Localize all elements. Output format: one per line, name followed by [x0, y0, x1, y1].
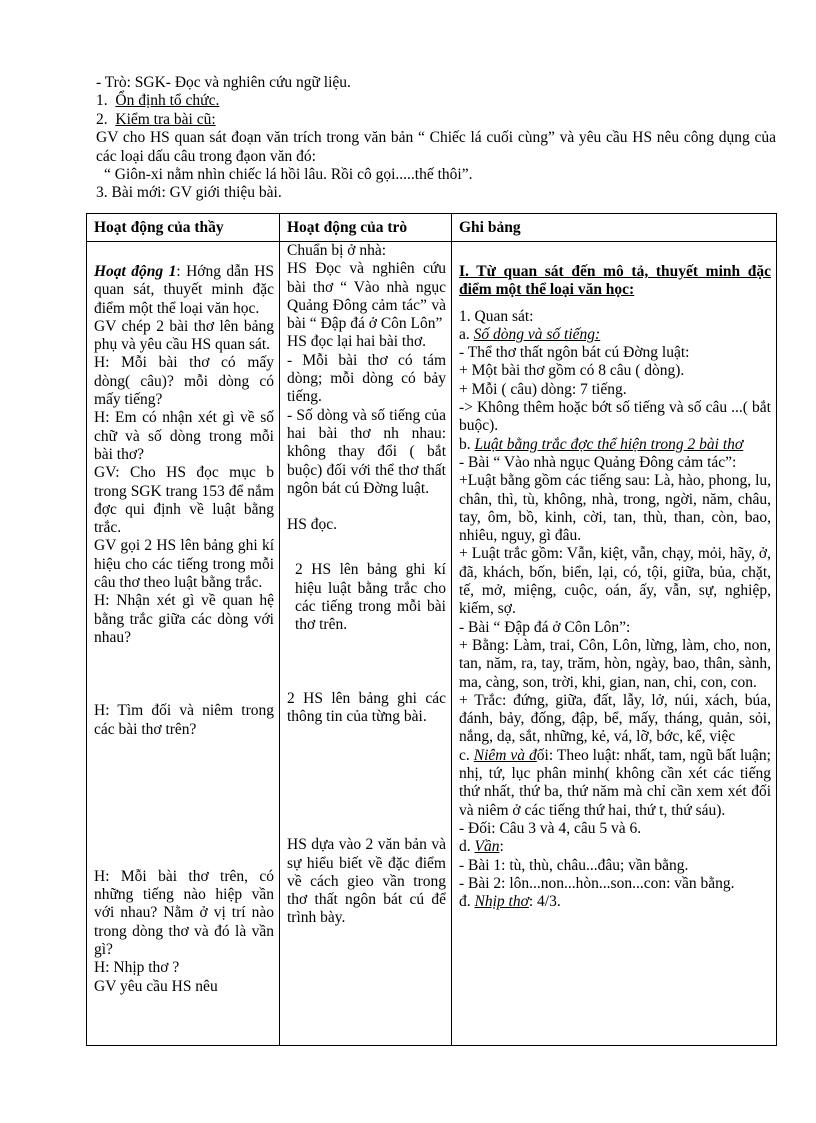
- board-column: [452, 242, 777, 1046]
- intro-heading: Kiểm tra bài cũ:: [115, 110, 216, 128]
- intro-line: [96, 111, 776, 129]
- intro-quote: “ Giôn-xi nằm nhìn chiếc lá hồi lâu. Rồi cô gọi.....thế thôi”.: [104, 166, 473, 184]
- board-line: b. Luật bằng trắc đợc thể hiện trong 2 bài thơ: [459, 435, 744, 453]
- board-line: + Luật trắc gồm: Vẫn, kiệt, vẫn, chạy, mỏi, hãy, ở, đã, khách, bốn, biển, lại, có, tội, giữa, bủa, chặt, tế, mở, miệng, cuộc, oán, ấy, vẫn, sự, nghiệp, kiếm, sợ.: [459, 545, 771, 618]
- teacher-question: H: Mỗi bài thơ trên, có những tiếng nào hiệp vần với nhau? Nằm ở vị trí nào trong dòng thơ và đó là vần gì?: [94, 867, 274, 959]
- intro-line: 3. Bài mới: GV giới thiệu bài.: [96, 184, 282, 202]
- board-line: + Bằng: Làm, trai, Côn, Lôn, lừng, làm, cho, non, tan, năm, ra, tay, trăm, hòn, ngày, bao, thân, sành, ma, càng, son, trời, khi, gian, nan, chi, con, con.: [459, 636, 771, 691]
- board-line: - Bài 1: tù, thù, châu...đâu; vần bằng.: [459, 856, 689, 874]
- teacher-activity-1: Hoạt động 1: Hớng dẫn HS quan sát, thuyết minh đặc điểm một thể loại văn học.: [94, 263, 275, 317]
- board-line: +Luật bằng gồm các tiếng sau: Là, hào, phong, lu, chân, thì, tù, không, nhà, trong, ngời, năm, châu, tay, ôm, bồ, kinh, cời, tan, thù, than, còn, bao, nhiêu, nguy, gì đâu.: [459, 472, 771, 545]
- student-item: HS đọc lại hai bài thơ.: [287, 333, 427, 351]
- board-line: d. Vần:: [459, 838, 504, 856]
- student-item: HS Đọc và nghiên cứu bài thơ “ Vào nhà ngục Quảng Đông cảm tác” và bài “ Đập đá ở Côn Lôn”: [287, 260, 446, 333]
- header-teacher: Hoạt động của thầy: [87, 214, 280, 242]
- board-line: 1. Quan sát:: [459, 307, 534, 325]
- board-subheading: Nhịp thơ: [474, 893, 529, 911]
- board-line: đ. Nhịp thơ: 4/3.: [459, 893, 561, 911]
- board-line: c. Niêm và đối: Theo luật: nhất, tam, ngũ bất luận; nhị, tứ, lục phân minh( không cần xét các tiếng thứ nhất, thứ ba, thứ năm mà chỉ cần xem xét đối và niêm ở các tiếng thứ hai, thứ t, thứ sáu).: [459, 746, 771, 819]
- intro-section: [96, 74, 776, 203]
- teacher-step: GV: Cho HS đọc mục b trong SGK trang 153 để nắm đợc qui định về luật bằng trắc.: [94, 464, 274, 537]
- student-item: Chuẩn bị ở nhà:: [287, 242, 387, 259]
- intro-paragraph: GV cho HS quan sát đoạn văn trích trong văn bản “ Chiếc lá cuối cùng” và yêu cầu HS nêu công dụng của các loại dấu câu trong đạon văn đó:: [96, 129, 776, 165]
- teacher-step: GV yêu cầu HS nêu: [94, 977, 218, 995]
- student-item: - Số dòng và số tiếng của hai bài thơ nh nhau: không thay đổi ( bắt buộc) đối với thể thơ thất ngôn bát cú Đờng luật.: [287, 406, 446, 497]
- activity-title: Hoạt động 1: [94, 263, 177, 280]
- list-number: 1.: [96, 92, 108, 110]
- board-subheading: Vần: [474, 838, 500, 856]
- intro-heading: Ổn định tổ chức.: [115, 92, 220, 110]
- student-item: - Mỗi bài thơ có tám dòng; mỗi dòng có bảy tiếng.: [287, 351, 446, 406]
- board-line: - Bài 2: lôn...non...hòn...son...con: vần bằng.: [459, 874, 735, 892]
- student-item: 2 HS lên bảng ghi các thông tin của từng bài.: [287, 689, 446, 725]
- teacher-question: H: Nhịp thơ ?: [94, 959, 180, 977]
- student-item: HS đọc.: [287, 516, 337, 534]
- teacher-step: GV chép 2 bài thơ lên bảng phụ và yêu cầu HS quan sát.: [94, 317, 274, 354]
- table-header-row: [87, 214, 777, 242]
- list-number: 2.: [96, 110, 108, 128]
- board-section-title: I. Từ quan sát đến mô tả, thuyết minh đặc điểm một thể loại văn học:: [459, 263, 771, 299]
- teacher-question: H: Tìm đối và niêm trong các bài thơ trên?: [94, 702, 274, 738]
- student-item: 2 HS lên bảng ghi kí hiệu luật bằng trắc cho các tiếng trong mỗi bài thơ trên.: [295, 561, 446, 634]
- board-line: + Mỗi ( câu) dòng: 7 tiếng.: [459, 380, 627, 398]
- teacher-question: H: Em có nhận xét gì về số chữ và số dòng trong mỗi bài thơ?: [94, 409, 274, 463]
- board-line: a. Số dòng và số tiếng:: [459, 325, 601, 343]
- intro-line: - Trò: SGK- Đọc và nghiên cứu ngữ liệu.: [96, 74, 351, 91]
- header-board: Ghi bảng: [452, 214, 777, 242]
- board-subheading: Số dòng và số tiếng:: [473, 325, 601, 343]
- teacher-column: [87, 242, 280, 1046]
- student-item: HS dựa vào 2 văn bản và sự hiểu biết về đặc điểm về cách gieo vần trong thơ thất ngôn bát cú để trình bày.: [287, 836, 446, 927]
- board-line: - Bài “ Đập đá ở Côn Lôn”:: [459, 618, 631, 636]
- teacher-question: H: Nhận xét gì về quan hệ bằng trắc giữa các dòng với nhau?: [94, 592, 274, 646]
- board-subheading: Niêm và đ: [473, 746, 537, 764]
- board-subheading: Luật bằng trắc đợc thể hiện trong 2 bài thơ: [474, 435, 744, 453]
- board-line: + Một bài thơ gồm có 8 câu ( dòng).: [459, 362, 685, 380]
- board-line: - Thể thơ thất ngôn bát cú Đờng luật:: [459, 344, 690, 362]
- board-line: + Trắc: đứng, giữa, đất, lẫy, lở, núi, xách, búa, đánh, bảy, đống, đập, bể, mấy, tháng, quản, sỏi, nắng, dạ, sắt, những, kẻ, vá, lỡ, bớc, kể, việc: [459, 691, 771, 746]
- student-column: [280, 242, 452, 1046]
- teacher-step: GV gọi 2 HS lên bảng ghi kí hiệu cho các tiếng trong mỗi câu thơ theo luật bằng trắc.: [94, 537, 274, 592]
- table-body-row: [87, 242, 777, 1046]
- intro-line: [96, 92, 776, 110]
- teacher-question: H: Mỗi bài thơ có mấy dòng( câu)? mỗi dòng có mấy tiếng?: [94, 354, 274, 409]
- board-line: -> Không thêm hoặc bớt số tiếng và số câu ...( bắt buộc).: [459, 399, 771, 435]
- board-line: - Bài “ Vào nhà ngục Quảng Đông cảm tác”:: [459, 453, 737, 471]
- header-student: Hoạt động của trò: [280, 214, 452, 242]
- lesson-table: [86, 213, 777, 1046]
- board-line: - Đối: Câu 3 và 4, câu 5 và 6.: [459, 819, 642, 837]
